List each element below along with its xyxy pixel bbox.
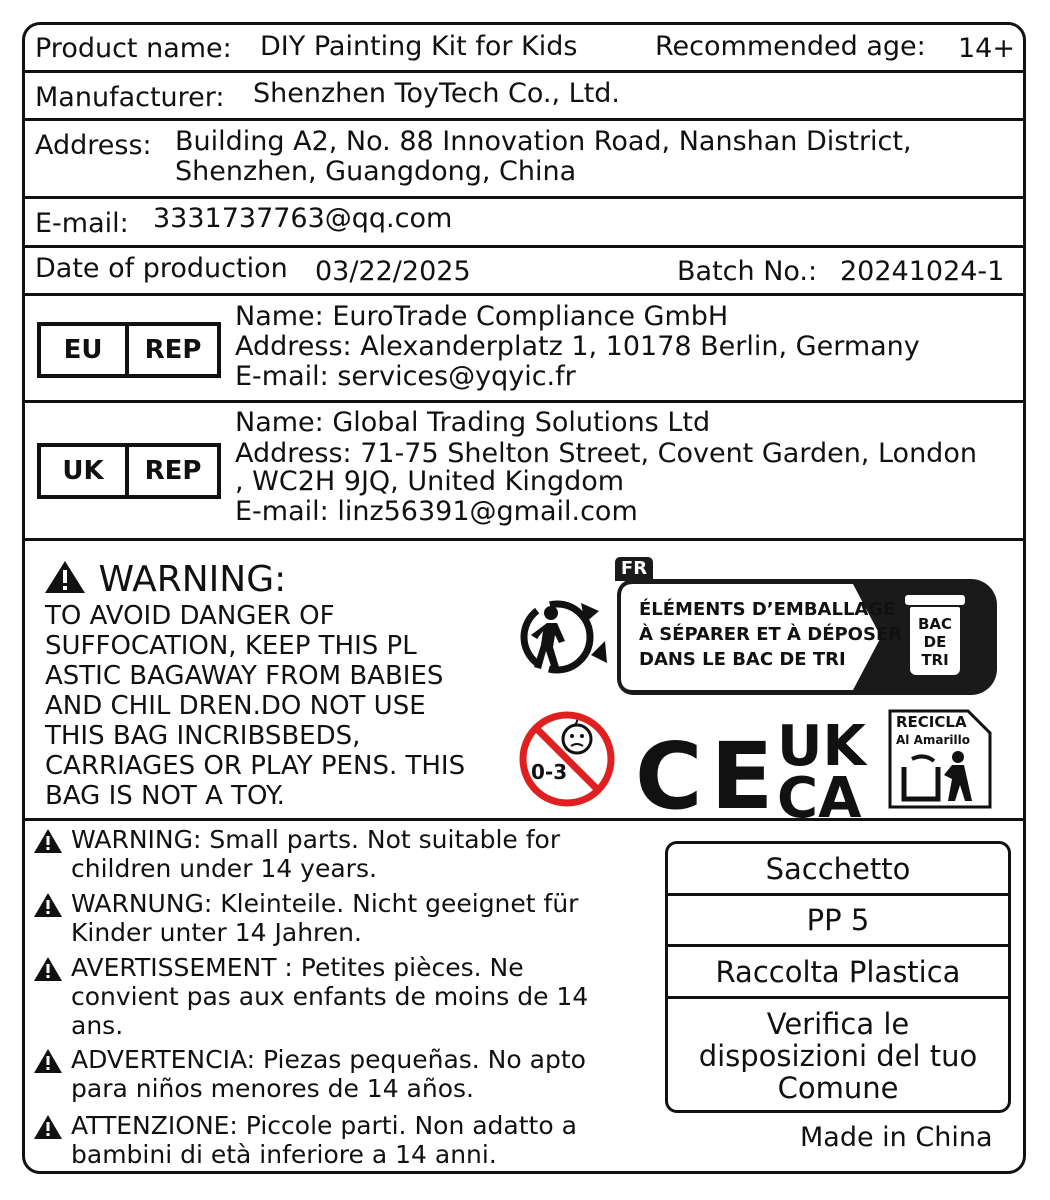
warning-triangle-icon — [33, 956, 63, 982]
small-parts-warnings — [25, 821, 1023, 1174]
warning-triangle-icon — [33, 892, 63, 918]
eu-rep-address: Address: Alexanderplatz 1, 10178 Berlin, Germany — [235, 331, 920, 362]
recicla-mark — [888, 709, 992, 809]
uk-rep-name: Name: Global Trading Solutions Ltd — [235, 407, 711, 438]
uk-rep-badge — [37, 443, 221, 499]
eu-rep-badge — [37, 322, 221, 378]
production-date-value: 03/22/2025 — [315, 256, 471, 287]
eu-rep-email: E-mail: services@yqyic.fr — [235, 361, 576, 392]
email-label: E-mail: — [35, 208, 129, 239]
manufacturer-row — [25, 73, 1023, 121]
uk-rep-badge-left: UK — [41, 447, 129, 495]
batch-value: 20241024-1 — [840, 256, 1005, 287]
triman-info-panel — [617, 558, 997, 695]
uk-rep-badge-right: REP — [144, 456, 202, 486]
eu-rep-badge-right: REP — [144, 335, 202, 365]
manufacturer-value: Shenzhen ToyTech Co., Ltd. — [253, 78, 621, 109]
made-in-china: Made in China — [800, 1122, 993, 1153]
batch-label: Batch No.: — [677, 256, 818, 287]
ukca-mark-bottom: CA — [777, 766, 862, 831]
check-local-rules-line-3: Comune — [777, 1071, 899, 1105]
small-parts-warning-fr: AVERTISSEMENT : Petites pièces. Ne convient pas aux enfants de moins de 14 ans. — [33, 953, 653, 1040]
recommended-age-value: 14+ — [958, 33, 1015, 64]
small-parts-warning-de: WARNUNG: Kleinteile. Nicht geeignet für Kinder unter 14 Jahren. — [33, 889, 653, 947]
triman-country-badge — [615, 557, 653, 581]
bag-warning-text: TO AVOID DANGER OF SUFFOCATION, KEEP THIS PL ASTIC BAGAWAY FROM BABIES AND CHIL DREN.DO NOT USE THIS BAG INCRIBSBEDS, CARRIAGES OR PLAY PENS. THIS BAG IS NOT A TOY. — [45, 601, 466, 811]
address-line-2: Shenzhen, Guangdong, China — [175, 156, 577, 187]
uk-rep-row — [25, 403, 1023, 541]
bin-text-3: TRI — [921, 651, 949, 669]
eu-rep-badge-left: EU — [41, 326, 129, 374]
product-row — [25, 25, 1023, 73]
address-line-1: Building A2, No. 88 Innovation Road, Nanshan District, — [175, 126, 912, 157]
ukca-mark-top: UK — [777, 714, 866, 779]
material-code: PP 5 — [668, 896, 1008, 947]
collection-type: Raccolta Plastica — [668, 947, 1008, 999]
triman-text-line-3: DANS LE BAC DE TRI — [639, 649, 846, 670]
bag-warning-title: WARNING: — [98, 559, 287, 600]
age-0-3-prohibition — [517, 709, 617, 809]
address-row — [25, 121, 1023, 199]
warning-triangle-icon — [33, 828, 63, 854]
triman-recycling-icon — [513, 583, 613, 683]
production-date-label: Date of production — [35, 253, 288, 284]
warning-triangle-icon — [33, 1114, 63, 1140]
ce-mark-icon — [635, 723, 782, 830]
baby-face-icon — [517, 709, 617, 809]
recicla-subtitle: Al Amarillo — [896, 733, 970, 747]
check-local-rules-line-2: disposizioni del tuo — [698, 1039, 978, 1073]
bag-warning-section — [25, 541, 1023, 831]
triman-country: FR — [620, 558, 648, 579]
small-parts-warning-it: ATTENZIONE: Piccole parti. Non adatto a bambini di età inferiore a 14 anni. — [33, 1111, 653, 1169]
bin-text-2: DE — [923, 633, 947, 651]
warning-triangle-icon — [33, 1048, 63, 1074]
product-name-value: DIY Painting Kit for Kids — [260, 31, 578, 62]
ukca-mark-icon — [777, 714, 866, 831]
production-row — [25, 248, 1023, 296]
recycling-bin-icon — [905, 595, 965, 681]
uk-rep-email: E-mail: linz56391@gmail.com — [235, 496, 638, 527]
bin-text-1: BAC — [917, 615, 953, 633]
triman-text-line-2: À SÉPARER ET À DÉPOSER — [639, 624, 903, 645]
small-parts-warning-en: WARNING: Small parts. Not suitable for children under 14 years. — [33, 825, 653, 883]
eu-rep-name: Name: EuroTrade Compliance GmbH — [235, 301, 729, 332]
check-local-rules-line-1: Verifica le — [766, 1007, 910, 1041]
ce-mark-text: CE — [635, 723, 782, 830]
uk-rep-address-line-1: Address: 71-75 Shelton Street, Covent Garden, London — [235, 438, 977, 469]
italy-packaging-box — [665, 841, 1011, 1113]
check-local-rules — [668, 999, 1008, 1113]
product-name-label: Product name: — [35, 33, 232, 64]
packaging-type: Sacchetto — [668, 844, 1008, 896]
email-value: 3331737763@qq.com — [153, 203, 453, 234]
triman-text-block — [639, 597, 902, 672]
recicla-title: RECICLA — [896, 713, 967, 731]
bag-warning-heading — [43, 559, 286, 600]
recommended-age-label: Recommended age: — [655, 31, 926, 62]
triman-text-line-1: ÉLÉMENTS D’EMBALLAGE — [639, 599, 896, 620]
recycle-person-icon — [900, 749, 980, 805]
small-parts-warning-es: ADVERTENCIA: Piezas pequeñas. No apto para niños menores de 14 años. — [33, 1045, 653, 1103]
product-label — [22, 22, 1026, 1174]
eu-rep-row — [25, 296, 1023, 403]
email-row — [25, 199, 1023, 248]
uk-rep-address-line-2: , WC2H 9JQ, United Kingdom — [235, 466, 625, 497]
manufacturer-label: Manufacturer: — [35, 82, 225, 113]
warning-triangle-icon — [43, 559, 87, 595]
address-label: Address: — [35, 130, 152, 161]
age-0-3-text: 0-3 — [531, 760, 568, 784]
